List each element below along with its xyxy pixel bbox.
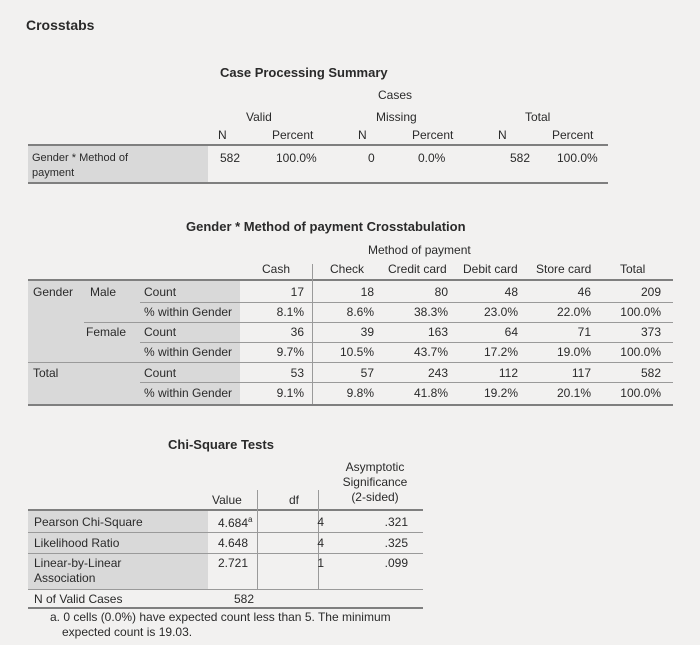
cell-value: 9.8% bbox=[346, 386, 374, 400]
footnote-marker: a bbox=[248, 515, 253, 524]
value-header: Value bbox=[212, 493, 242, 507]
total-percent-header: Percent bbox=[552, 128, 594, 142]
cell-value: 117 bbox=[571, 366, 591, 380]
chi-square-title: Chi-Square Tests bbox=[168, 437, 274, 452]
total-header: Total bbox=[525, 110, 551, 124]
summary-row-label: Gender * Method of payment bbox=[32, 152, 129, 179]
footnote-line1: a. 0 cells (0.0%) have expected count less than 5. The minimum bbox=[50, 610, 391, 624]
cell-value: 41.8% bbox=[413, 386, 448, 400]
divider bbox=[28, 532, 423, 533]
valid-n-value: 582 bbox=[220, 151, 241, 165]
method-of-payment-header: Method of payment bbox=[368, 243, 471, 257]
row-stat-label: Count bbox=[144, 366, 177, 380]
missing-header: Missing bbox=[376, 110, 417, 124]
test-df: 4 bbox=[317, 515, 324, 529]
divider bbox=[140, 342, 673, 343]
test-df: 4 bbox=[317, 536, 324, 550]
column-header: Credit card bbox=[388, 262, 447, 276]
cell-value: 39 bbox=[360, 325, 374, 339]
test-value-number: 4.684 bbox=[218, 516, 249, 530]
test-label: Linear-by-Linear bbox=[34, 556, 122, 570]
female-label: Female bbox=[86, 325, 127, 339]
cell-value: 71 bbox=[577, 325, 591, 339]
total-n-value: 582 bbox=[510, 151, 531, 165]
gender-label: Gender bbox=[33, 285, 74, 299]
cell-value: 19.0% bbox=[556, 345, 591, 359]
cell-value: 80 bbox=[434, 285, 448, 299]
row-stat-label: % within Gender bbox=[144, 305, 233, 319]
column-header: Cash bbox=[262, 262, 291, 276]
cell-value: 9.1% bbox=[276, 386, 304, 400]
cell-value: 43.7% bbox=[413, 345, 448, 359]
divider bbox=[84, 322, 673, 323]
sig-header-line1: Asymptotic bbox=[345, 460, 405, 474]
cell-value: 243 bbox=[427, 366, 448, 380]
divider bbox=[28, 553, 423, 554]
cell-value: 48 bbox=[504, 285, 518, 299]
cell-value: 100.0% bbox=[620, 345, 661, 359]
divider bbox=[312, 264, 313, 404]
column-header: Store card bbox=[536, 262, 592, 276]
cases-header: Cases bbox=[378, 88, 413, 102]
test-sig: .321 bbox=[384, 515, 408, 529]
divider bbox=[28, 404, 673, 406]
cell-value: 46 bbox=[577, 285, 591, 299]
test-value: 4.648 bbox=[218, 536, 249, 550]
cell-value: 53 bbox=[290, 366, 304, 380]
divider bbox=[28, 362, 673, 363]
missing-n-value: 0 bbox=[368, 151, 375, 165]
df-header: df bbox=[289, 493, 300, 507]
cell-value: 64 bbox=[504, 325, 518, 339]
cell-value: 100.0% bbox=[620, 386, 661, 400]
valid-header: Valid bbox=[246, 110, 272, 124]
row-stat-label: % within Gender bbox=[144, 386, 233, 400]
missing-percent-value: 0.0% bbox=[418, 151, 446, 165]
case-summary-title: Case Processing Summary bbox=[220, 65, 388, 80]
male-label: Male bbox=[90, 285, 117, 299]
valid-percent-value: 100.0% bbox=[276, 151, 317, 165]
cell-value: 22.0% bbox=[556, 305, 591, 319]
total-percent-value: 100.0% bbox=[557, 151, 598, 165]
cell-value: 209 bbox=[640, 285, 661, 299]
divider bbox=[28, 589, 423, 590]
cell-value: 23.0% bbox=[483, 305, 518, 319]
cell-value: 582 bbox=[640, 366, 661, 380]
missing-percent-header: Percent bbox=[412, 128, 454, 142]
cell-value: 373 bbox=[640, 325, 661, 339]
total-n-header: N bbox=[498, 128, 507, 142]
test-label: Likelihood Ratio bbox=[34, 536, 120, 550]
divider bbox=[140, 382, 673, 383]
column-header: Total bbox=[620, 262, 646, 276]
n-valid-label: N of Valid Cases bbox=[34, 592, 123, 606]
row-stat-label: % within Gender bbox=[144, 345, 233, 359]
cell-value: 8.6% bbox=[346, 305, 374, 319]
divider bbox=[28, 182, 608, 184]
page-title: Crosstabs bbox=[26, 17, 95, 33]
test-sig: .099 bbox=[384, 556, 408, 570]
n-valid-value: 582 bbox=[234, 592, 255, 606]
test-value bbox=[218, 515, 252, 530]
cell-value: 17 bbox=[290, 285, 304, 299]
cell-value: 57 bbox=[360, 366, 374, 380]
divider bbox=[140, 302, 673, 303]
cell-value: 18 bbox=[360, 285, 374, 299]
test-label: Pearson Chi-Square bbox=[34, 515, 143, 529]
sig-header-line3: (2-sided) bbox=[351, 490, 399, 504]
test-sig: .325 bbox=[384, 536, 408, 550]
column-header: Check bbox=[330, 262, 365, 276]
cell-value: 38.3% bbox=[413, 305, 448, 319]
test-label-line2: Association bbox=[34, 571, 96, 585]
cell-value: 10.5% bbox=[339, 345, 374, 359]
column-header: Debit card bbox=[463, 262, 518, 276]
crosstab-title: Gender * Method of payment Crosstabulation bbox=[186, 219, 466, 234]
cell-value: 36 bbox=[290, 325, 304, 339]
valid-percent-header: Percent bbox=[272, 128, 314, 142]
row-stat-label: Count bbox=[144, 285, 177, 299]
cell-value: 100.0% bbox=[620, 305, 661, 319]
total-row-label: Total bbox=[33, 366, 59, 380]
divider bbox=[28, 607, 423, 609]
cell-value: 163 bbox=[427, 325, 448, 339]
cell-value: 19.2% bbox=[483, 386, 518, 400]
footnote-line2: expected count is 19.03. bbox=[62, 625, 193, 639]
cell-value: 9.7% bbox=[276, 345, 304, 359]
row-stat-label: Count bbox=[144, 325, 177, 339]
sig-header-line2: Significance bbox=[342, 475, 408, 489]
missing-n-header: N bbox=[358, 128, 367, 142]
valid-n-header: N bbox=[218, 128, 227, 142]
test-df: 1 bbox=[317, 556, 324, 570]
cell-value: 20.1% bbox=[556, 386, 591, 400]
cell-value: 8.1% bbox=[276, 305, 304, 319]
cell-value: 17.2% bbox=[483, 345, 518, 359]
test-value: 2.721 bbox=[218, 556, 249, 570]
divider bbox=[257, 490, 258, 590]
cell-value: 112 bbox=[498, 366, 518, 380]
